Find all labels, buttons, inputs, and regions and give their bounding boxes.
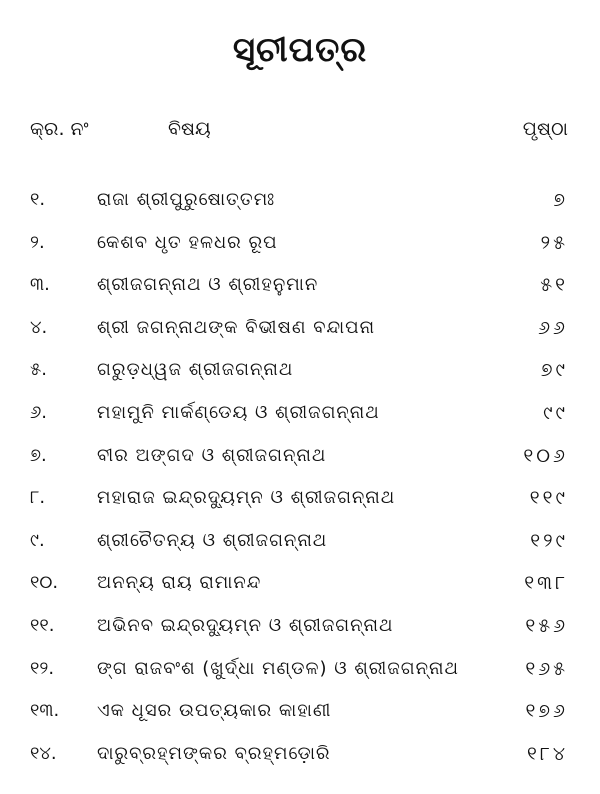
contents-row [0,739,600,782]
entry-number: ୯. [30,529,45,551]
column-header [0,118,600,148]
entry-number: ୪. [30,316,48,338]
entry-subject: ଙ୍ଗ ରାଜବଂଶ (ଖୁର୍ଦ୍ଧା ମଣ୍ଡଳ) ଓ ଶ୍ରୀଜଗନ୍ନାଥ [97,657,459,679]
entry-page: ୭୯ [540,359,568,382]
contents-row [0,483,600,526]
contents-row [0,228,600,271]
entry-subject: ଶ୍ରୀ ଜଗନ୍ନାଥଙ୍କ ବିଭୀଷଣ ବନ୍ଦାପନା [97,316,376,338]
entry-number: ୮. [30,487,46,509]
entry-subject: ବୀର ଅଙ୍ଗଦ ଓ ଶ୍ରୀଜଗନ୍ନାଥ [97,444,327,466]
entry-subject: ଦାରୁବ୍ରହ୍ମଙ୍କର ବ୍ରହ୍ମଡ଼ୋରି [97,742,331,764]
contents-row [0,568,600,611]
entry-number: ୧. [30,189,46,210]
header-number: କ୍ର. ନଂ [30,118,89,140]
entry-page: ୯୯ [543,401,568,424]
contents-row [0,185,600,228]
entry-number: ୧୩. [30,700,60,722]
entry-number: ୩. [30,274,50,296]
contents-row [0,611,600,654]
entry-subject: ମହାରାଜ ଇନ୍ଦ୍ରଦ୍ୟୁମ୍ନ ଓ ଶ୍ରୀଜଗନ୍ନାଥ [97,487,396,509]
entry-page: ୧୨୯ [530,529,568,552]
entry-number: ୬. [30,401,48,423]
entry-number: ୧୧. [30,614,55,636]
entry-number: ୧୦. [30,572,59,594]
contents-row [0,270,600,313]
contents-row [0,355,600,398]
contents-row [0,654,600,697]
entry-number: ୫. [30,359,47,381]
entry-page: ୧୩୮ [524,572,568,595]
entry-subject: ଶ୍ରୀଜଗନ୍ନାଥ ଓ ଶ୍ରୀହନୁମାନ [97,274,319,296]
entry-number: ୧୨. [30,657,55,679]
entry-page: ୧୦୬ [523,444,568,467]
entry-page: ୧୧୯ [529,487,568,510]
entry-subject: ମହାମୁନି ମାର୍କଣ୍ଡେୟ ଓ ଶ୍ରୀଜଗନ୍ନାଥ [97,401,380,423]
entry-page: ୭ [553,189,568,211]
entry-page: ୫୧ [540,274,568,297]
entry-subject: ଗରୁଡ଼ଧ୍ୱଜ ଶ୍ରୀଜଗନ୍ନାଥ [97,359,294,381]
contents-row [0,526,600,569]
contents-list [0,185,600,781]
entry-number: ୨. [30,231,45,253]
entry-number: ୭. [30,444,47,466]
entry-page: ୬୬ [538,316,568,339]
entry-number: ୧୪. [30,742,57,764]
header-page: ପୃଷ୍ଠା [522,118,568,140]
header-subject: ବିଷୟ [168,118,211,140]
contents-row [0,696,600,739]
page-title: ସୂଚୀପତ୍ର [232,30,368,70]
contents-row [0,313,600,356]
entry-subject: ଏକ ଧୂସର ଉପତ୍ୟକାର କାହାଣୀ [97,700,332,722]
entry-page: ୧୫୬ [525,614,568,637]
entry-subject: ଶ୍ରୀଚୈତନ୍ୟ ଓ ଶ୍ରୀଜଗନ୍ନାଥ [97,529,328,551]
entry-subject: କେଶବ ଧୃତ ହଳଧର ରୂପ [97,231,278,253]
contents-row [0,441,600,484]
entry-page: ୧୭୬ [525,700,568,723]
entry-subject: ରାଜା ଶ୍ରୀପୁରୁଷୋତ୍ତମଃ [97,189,276,210]
entry-page: ୧୮୪ [527,742,568,765]
entry-page: ୧୬୫ [525,657,568,680]
entry-subject: ଅଭିନବ ଇନ୍ଦ୍ରଦ୍ୟୁମ୍ନ ଓ ଶ୍ରୀଜଗନ୍ନାଥ [97,614,394,636]
contents-row [0,398,600,441]
entry-page: ୨୫ [540,231,568,254]
entry-subject: ଅନନ୍ୟ ରାୟ ରାମାନନ୍ଦ [97,572,262,594]
